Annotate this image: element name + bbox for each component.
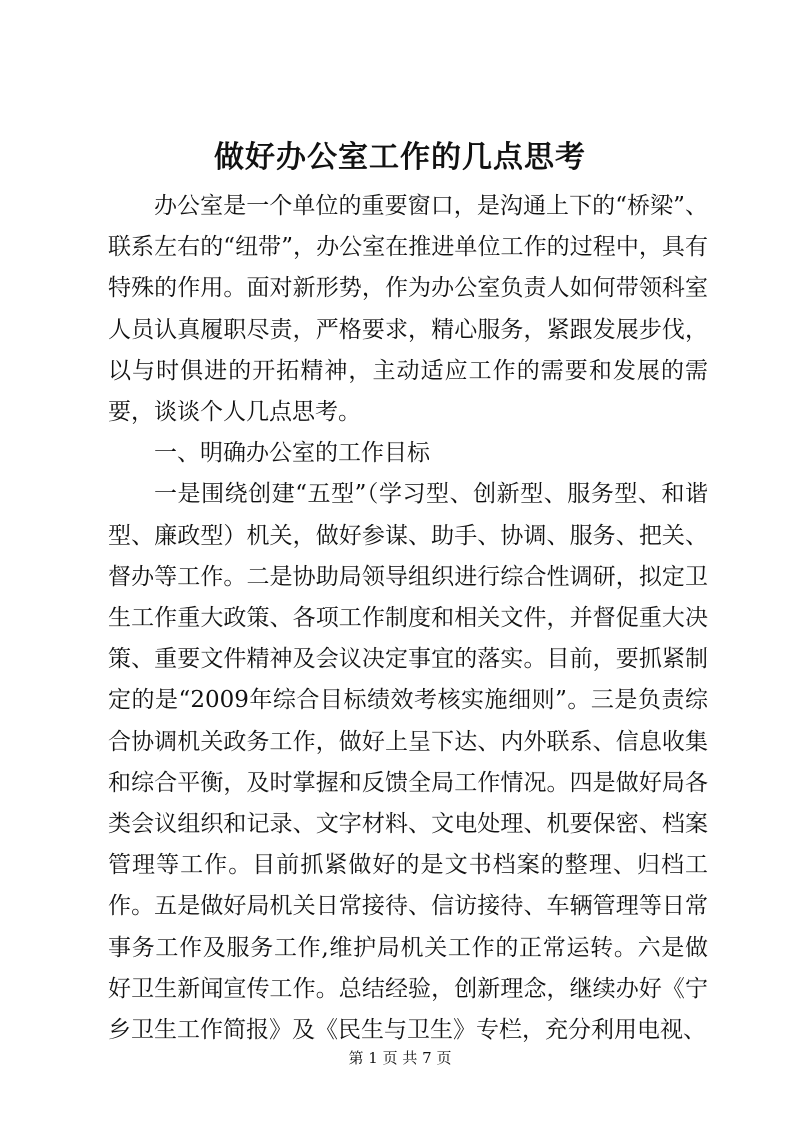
page-footer: 第 1 页 共 7 页: [348, 1049, 452, 1067]
intro-paragraph: 办公室是一个单位的重要窗口，是沟通上下的“桥梁”、联系左右的“纽带”，办公室在推进单位工作的过程中，具有特殊的作用。面对新形势，作为办公室负责人如何带领科室人员认真履职尽责，严格要求，精心服务，紧跟发展步伐，以与时俱进的开拓精神，主动适应工作的需要和发展的需要，谈谈个人几点思考。: [108, 193, 708, 426]
section-heading: 一、明确办公室的工作目标: [154, 440, 430, 467]
section-paragraph: 一是围绕创建“五型”（学习型、创新型、服务型、和谐型、廉政型）机关，做好参谋、助手、协调、服务、把关、督办等工作。二是协助局领导组织进行综合性调研，拟定卫生工作重大政策、各项工作制度和相关文件，并督促重大决策、重要文件精神及会议决定事宜的落实。目前，要抓紧制定的是“2009年综合目标绩效考核实施细则”。三是负责综合协调机关政务工作，做好上呈下达、内外联系、信息收集和综合平衡，及时掌握和反馈全局工作情况。四是做好局各类会议组织和记录、文字材料、文电处理、机要保密、档案管理等工作。目前抓紧做好的是文书档案的整理、归档工作。五是做好局机关日常接待、信访接待、车辆管理等日常事务工作及服务工作,维护局机关工作的正常运转。六是做好卫生新闻宣传工作。总结经验，创新理念，继续办好《宁乡卫生工作简报》及《民生与卫生》专栏，充分利用电视、: [108, 481, 708, 1044]
document-title: 做好办公室工作的几点思考: [214, 140, 586, 175]
document-body: [108, 186, 708, 1051]
